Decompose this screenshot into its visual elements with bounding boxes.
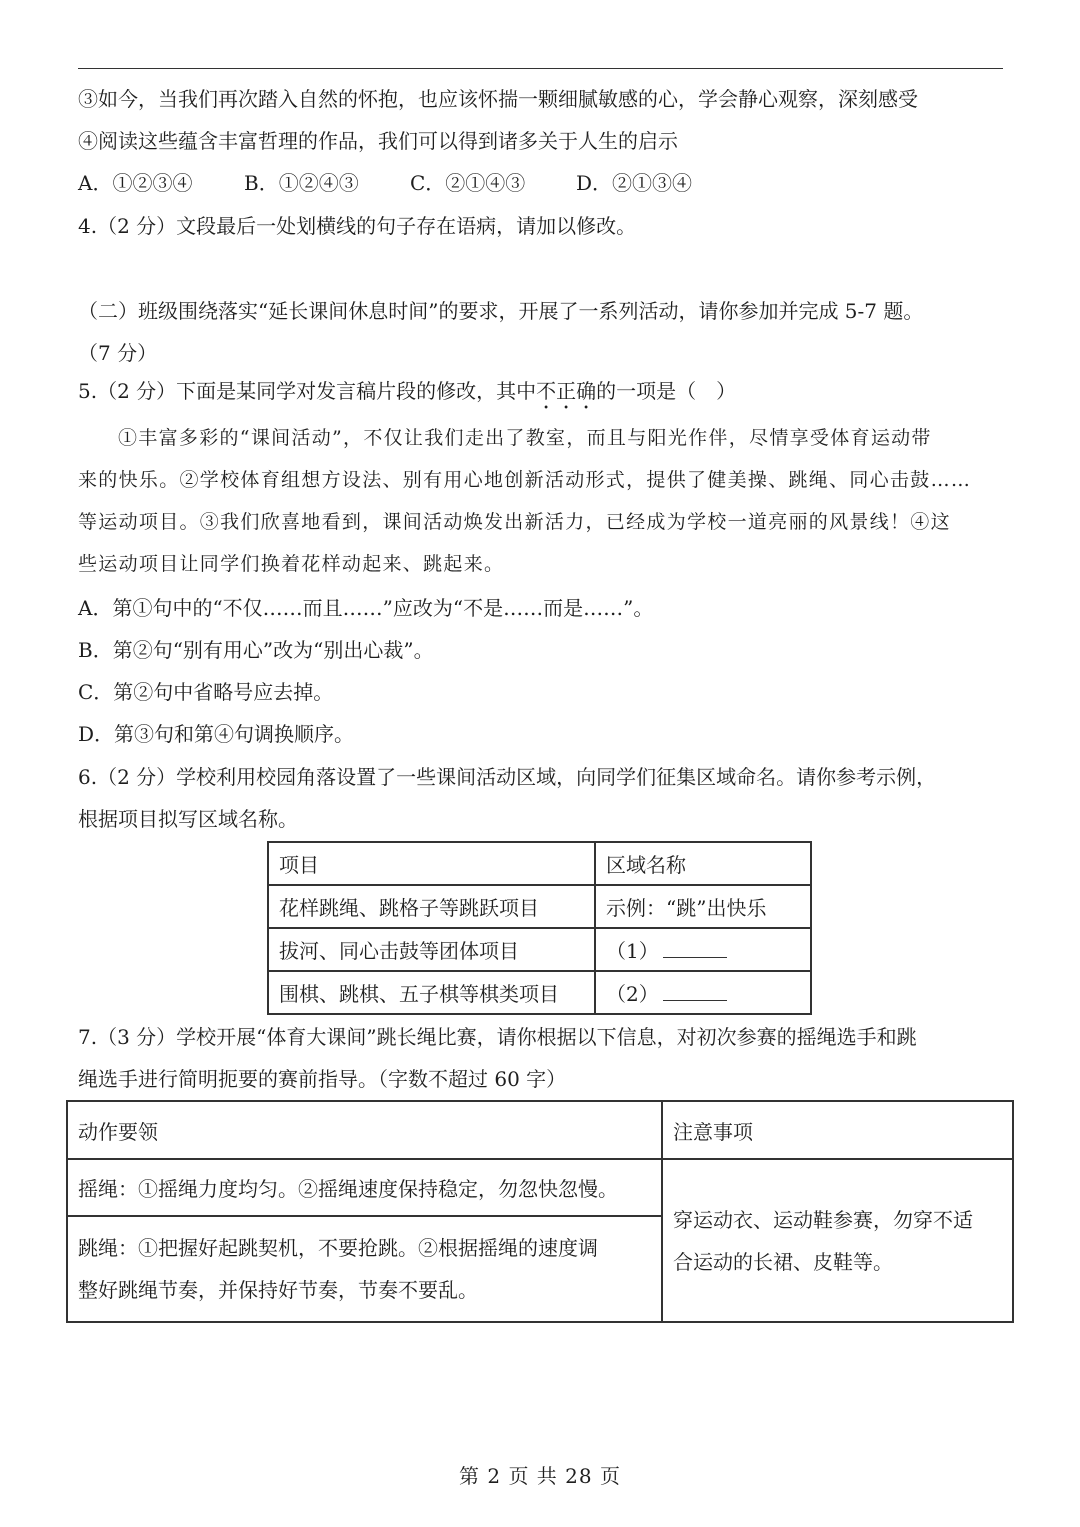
q5-passage-line-3: 等运动项目。③我们欣喜地看到，课间活动焕发出新活力，已经成为学校一道亮丽的风景线！④这 [78, 511, 951, 533]
q5-option-c: C．第②句中省略号应去掉。 [78, 680, 334, 704]
q7-jumping-line-1: 跳绳：①把握好起跳契机，不要抢跳。②根据摇绳的速度调 [78, 1236, 598, 1260]
q7-rope-jumping [67, 1216, 662, 1322]
header-rule [78, 68, 1003, 69]
table-row [67, 1159, 1013, 1216]
table-row [268, 971, 811, 1014]
q5-stem-emphasis: 不正确 [536, 379, 597, 403]
sentence-4: ④阅读这些蕴含丰富哲理的作品，我们可以得到诸多关于人生的启示 [78, 129, 678, 153]
section-2-points: （7 分） [78, 341, 158, 365]
q6-row-2-answer [595, 928, 811, 971]
question-7-line-1: 7.（3 分）学校开展“体育大课间”跳长绳比赛，请你根据以下信息，对初次参赛的摇绳选手和跳 [78, 1025, 917, 1049]
table-row [268, 885, 811, 928]
question-6-line-2: 根据项目拟写区域名称。 [78, 807, 298, 831]
q7-jumping-line-2: 整好跳绳节奏，并保持好节奏，节奏不要乱。 [78, 1278, 478, 1302]
question-5-stem [78, 377, 736, 414]
page-footer: 第 2 页 共 28 页 [459, 1464, 621, 1488]
q7-header-notes: 注意事项 [662, 1101, 1013, 1159]
q6-row-1-example: 示例：“跳”出快乐 [595, 885, 811, 928]
q6-table [267, 841, 812, 1015]
q7-notes-line-2: 合运动的长裙、皮鞋等。 [673, 1249, 893, 1274]
answer-blank-2 [663, 980, 727, 1001]
sentence-3: ③如今，当我们再次踏入自然的怀抱，也应该怀揣一颗细腻敏感的心，学会静心观察，深刻感受 [78, 87, 918, 111]
q6-row-2-number: （1） [606, 939, 659, 963]
q6-row-3-answer [595, 971, 811, 1014]
q6-row-1-project: 花样跳绳、跳格子等跳跃项目 [268, 885, 595, 928]
q5-stem-after: 的一项是（ ） [596, 379, 737, 403]
table-row [268, 928, 811, 971]
section-2-heading: （二）班级围绕落实“延长课间休息时间”的要求，开展了一系列活动，请你参加并完成 5-7 题。 [78, 299, 924, 323]
q6-header-zone-name: 区域名称 [595, 842, 811, 885]
q7-header-key-actions: 动作要领 [67, 1101, 662, 1159]
q5-option-a: A．第①句中的“不仅……而且……”应改为“不是……而是……”。 [78, 596, 654, 620]
q3-option-d: D．②①③④ [576, 171, 693, 195]
question-4: 4.（2 分）文段最后一处划横线的句子存在语病，请加以修改。 [78, 214, 637, 238]
answer-blank-1 [663, 937, 727, 958]
question-6-line-1: 6.（2 分）学校利用校园角落设置了一些课间活动区域，向同学们征集区域命名。请你参考示例， [78, 765, 937, 789]
q7-notes-cell [662, 1159, 1013, 1322]
q6-header-project: 项目 [268, 842, 595, 885]
q5-option-b: B．第②句“别有用心”改为“别出心裁”。 [78, 638, 434, 662]
q7-notes-line-1: 穿运动衣、运动鞋参赛，勿穿不适 [673, 1207, 973, 1232]
question-7-line-2: 绳选手进行简明扼要的赛前指导。（字数不超过 60 字） [78, 1067, 567, 1091]
q3-option-a: A．①②③④ [78, 171, 193, 195]
q5-stem-before: 5.（2 分）下面是某同学对发言稿片段的修改，其中 [78, 379, 537, 403]
q6-table-header-row [268, 842, 811, 885]
q5-passage-line-4: 些运动项目让同学们换着花样动起来、跳起来。 [78, 553, 505, 575]
q5-passage-line-2: 来的快乐。②学校体育组想方设法、别有用心地创新活动形式，提供了健美操、跳绳、同心击鼓…… [78, 469, 972, 491]
q6-row-2-project: 拔河、同心击鼓等团体项目 [268, 928, 595, 971]
q6-row-3-project: 围棋、跳棋、五子棋等棋类项目 [268, 971, 595, 1014]
q6-row-3-number: （2） [606, 982, 659, 1006]
q5-passage-line-1: ①丰富多彩的“课间活动”，不仅让我们走出了教室，而且与阳光作伴，尽情享受体育运动带 [118, 427, 932, 449]
q3-option-c: C．②①④③ [410, 171, 526, 195]
q3-option-b: B．①②④③ [244, 171, 359, 195]
q7-table-header-row [67, 1101, 1013, 1159]
q3-options [78, 169, 692, 197]
q7-table [66, 1100, 1014, 1323]
q5-option-d: D．第③句和第④句调换顺序。 [78, 722, 355, 746]
q7-rope-swinging: 摇绳：①摇绳力度均匀。②摇绳速度保持稳定，勿忽快忽慢。 [67, 1159, 662, 1216]
